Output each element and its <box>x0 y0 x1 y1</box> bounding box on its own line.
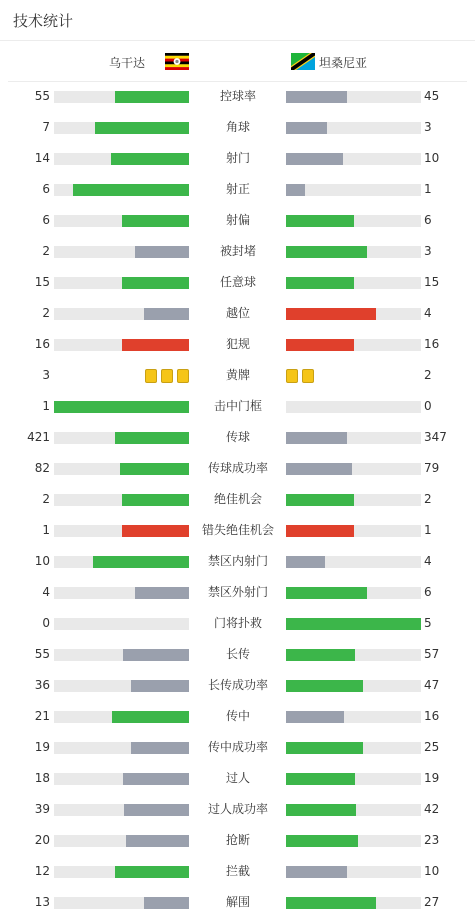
away-stat-value: 10 <box>424 151 440 165</box>
away-stat-bar <box>286 153 421 165</box>
away-stat-bar <box>286 277 421 289</box>
away-stat-bar <box>286 122 421 134</box>
home-stat-value: 7 <box>42 120 50 134</box>
away-stat-bar-fill <box>286 308 376 320</box>
home-stat-value: 14 <box>34 151 50 165</box>
away-stat-bar <box>286 742 421 754</box>
stat-label: 控球率 <box>219 89 256 103</box>
away-stat-bar <box>286 432 421 444</box>
home-stat-value: 16 <box>34 337 50 351</box>
stat-label: 射正 <box>225 182 250 196</box>
away-stat-bar <box>286 804 421 816</box>
stat-label: 拦截 <box>225 864 250 878</box>
home-stat-value: 21 <box>34 709 50 723</box>
stat-row <box>0 267 475 298</box>
home-stat-bar <box>54 711 189 723</box>
away-stat-value: 16 <box>424 709 440 723</box>
away-stat-bar <box>286 556 421 568</box>
away-stat-bar-fill <box>286 556 325 568</box>
stat-label: 错失绝佳机会 <box>201 523 274 537</box>
away-stat-bar-fill <box>286 122 327 134</box>
stat-row <box>0 515 475 546</box>
home-stat-value: 0 <box>42 616 50 630</box>
away-stat-bar-fill <box>286 711 344 723</box>
away-stat-bar-fill <box>286 773 355 785</box>
away-stat-value: 1 <box>424 523 432 537</box>
away-stat-bar <box>286 401 421 413</box>
stat-row <box>0 608 475 639</box>
away-stat-value: 347 <box>424 430 447 444</box>
stat-label: 传球 <box>225 430 250 444</box>
away-stat-bar <box>286 618 421 630</box>
home-stat-bar-fill <box>144 897 189 909</box>
home-stat-value: 4 <box>42 585 50 599</box>
away-stat-value: 15 <box>424 275 440 289</box>
home-stat-value: 55 <box>34 647 50 661</box>
away-stat-bar <box>286 649 421 661</box>
away-stat-bar-fill <box>286 339 354 351</box>
stat-label: 禁区内射门 <box>207 554 268 568</box>
page-title: 技术统计 <box>13 12 74 30</box>
home-stat-value: 18 <box>34 771 50 785</box>
stat-row <box>0 143 475 174</box>
away-stat-bar <box>286 711 421 723</box>
home-stat-bar <box>54 463 189 475</box>
away-stat-value: 57 <box>424 647 440 661</box>
away-stat-bar <box>286 897 421 909</box>
home-stat-bar-fill <box>115 432 189 444</box>
stat-label: 门将扑救 <box>213 616 262 630</box>
stat-row <box>0 763 475 794</box>
stat-row <box>0 732 475 763</box>
home-stat-value: 2 <box>42 492 50 506</box>
home-stat-bar <box>54 773 189 785</box>
home-stat-bar-fill <box>122 339 190 351</box>
away-stat-value: 16 <box>424 337 440 351</box>
stat-row <box>0 453 475 484</box>
home-stat-bar-fill <box>122 494 190 506</box>
away-stat-bar-fill <box>286 184 305 196</box>
away-stat-value: 6 <box>424 213 432 227</box>
stat-row <box>0 391 475 422</box>
uganda-flag-icon <box>165 53 189 70</box>
home-stat-value: 39 <box>34 802 50 816</box>
stat-label: 黄牌 <box>225 368 250 382</box>
stat-row <box>0 360 475 391</box>
home-stat-bar <box>54 401 189 413</box>
yellow-card-icon <box>286 369 298 383</box>
away-stat-bar <box>286 339 421 351</box>
home-stat-value: 12 <box>34 864 50 878</box>
stat-label: 禁区外射门 <box>207 585 268 599</box>
stat-label: 传球成功率 <box>207 461 268 475</box>
home-stat-value: 6 <box>42 213 50 227</box>
tanzania-flag-icon <box>291 53 315 70</box>
away-stat-bar <box>286 308 421 320</box>
home-stat-bar <box>54 277 189 289</box>
home-stat-value: 36 <box>34 678 50 692</box>
away-stat-bar-fill <box>286 804 356 816</box>
home-stat-bar <box>54 835 189 847</box>
away-stat-value: 5 <box>424 616 432 630</box>
stat-label: 解围 <box>225 895 250 909</box>
stat-row <box>0 205 475 236</box>
away-stat-bar-fill <box>286 153 343 165</box>
away-stat-bar-fill <box>286 835 358 847</box>
away-stat-bar-fill <box>286 246 367 258</box>
home-stat-value: 1 <box>42 523 50 537</box>
home-stat-value: 2 <box>42 244 50 258</box>
away-stat-value: 23 <box>424 833 440 847</box>
home-stat-value: 3 <box>42 368 50 382</box>
home-stat-bar-fill <box>123 773 189 785</box>
home-stat-bar <box>54 122 189 134</box>
stat-row <box>0 174 475 205</box>
away-stat-value: 6 <box>424 585 432 599</box>
away-stat-bar-fill <box>286 277 354 289</box>
home-stat-bar <box>54 432 189 444</box>
away-stat-bar-fill <box>286 587 367 599</box>
stat-row <box>0 794 475 825</box>
stat-row <box>0 577 475 608</box>
home-stat-bar-fill <box>122 525 190 537</box>
yellow-card-icon <box>177 369 189 383</box>
stat-row <box>0 484 475 515</box>
home-stat-value: 6 <box>42 182 50 196</box>
away-stat-bar-fill <box>286 494 354 506</box>
away-stat-bar <box>286 525 421 537</box>
away-stat-bar-fill <box>286 432 347 444</box>
away-stat-value: 27 <box>424 895 440 909</box>
stat-label: 任意球 <box>219 275 256 289</box>
home-stat-bar <box>54 494 189 506</box>
away-stat-bar <box>286 680 421 692</box>
away-stat-bar-fill <box>286 897 376 909</box>
away-stat-bar <box>286 91 421 103</box>
home-stat-bar <box>54 91 189 103</box>
home-stat-bar-fill <box>135 246 189 258</box>
stat-row <box>0 887 475 918</box>
home-stat-bar <box>54 184 189 196</box>
stat-row <box>0 670 475 701</box>
stat-label: 长传 <box>225 647 250 661</box>
stat-row <box>0 546 475 577</box>
home-stat-bar <box>54 215 189 227</box>
home-stat-bar <box>54 587 189 599</box>
home-stat-bar <box>54 339 189 351</box>
stat-label: 抢断 <box>225 833 250 847</box>
away-stat-value: 0 <box>424 399 432 413</box>
away-stat-value: 3 <box>424 244 432 258</box>
home-stat-bar <box>54 153 189 165</box>
away-stat-value: 2 <box>424 368 432 382</box>
home-stat-bar-fill <box>122 215 190 227</box>
away-stat-value: 1 <box>424 182 432 196</box>
yellow-card-icon <box>145 369 157 383</box>
page-header <box>0 0 475 41</box>
stat-label: 被封堵 <box>219 244 256 258</box>
stat-row <box>0 856 475 887</box>
stat-label: 长传成功率 <box>207 678 268 692</box>
team-header <box>8 41 467 82</box>
stat-label: 绝佳机会 <box>213 492 262 506</box>
away-stat-value: 25 <box>424 740 440 754</box>
stat-label: 角球 <box>225 120 250 134</box>
away-stat-value: 4 <box>424 306 432 320</box>
home-stat-bar-fill <box>124 804 189 816</box>
home-stat-bar <box>54 246 189 258</box>
away-stat-value: 42 <box>424 802 440 816</box>
away-stat-bar <box>286 587 421 599</box>
home-stat-bar-fill <box>95 122 190 134</box>
yellow-card-icon <box>161 369 173 383</box>
stat-row <box>0 825 475 856</box>
home-stat-bar-fill <box>115 866 189 878</box>
away-stat-value: 10 <box>424 864 440 878</box>
home-stat-value: 10 <box>34 554 50 568</box>
away-stat-bar-fill <box>286 215 354 227</box>
away-team-name: 坦桑尼亚 <box>319 56 368 70</box>
stats-list <box>0 81 475 918</box>
stat-row <box>0 701 475 732</box>
home-stat-bar <box>54 680 189 692</box>
stat-row <box>0 81 475 112</box>
home-stat-bar-fill <box>112 711 189 723</box>
stat-label: 越位 <box>225 306 250 320</box>
away-stat-bar-fill <box>286 618 421 630</box>
yellow-card-icon <box>302 369 314 383</box>
away-stat-value: 47 <box>424 678 440 692</box>
away-stat-bar <box>286 494 421 506</box>
away-stat-bar <box>286 184 421 196</box>
away-stat-bar-fill <box>286 866 347 878</box>
away-stat-value: 4 <box>424 554 432 568</box>
home-stat-bar-fill <box>93 556 189 568</box>
stat-label: 传中 <box>225 709 250 723</box>
away-stat-bar <box>286 773 421 785</box>
away-yellow-cards <box>286 369 318 383</box>
away-stat-value: 2 <box>424 492 432 506</box>
home-stat-bar <box>54 866 189 878</box>
stat-row <box>0 329 475 360</box>
stat-label: 传中成功率 <box>207 740 268 754</box>
home-stat-bar <box>54 308 189 320</box>
home-stat-bar-fill <box>73 184 189 196</box>
home-stat-bar-fill <box>126 835 189 847</box>
home-stat-bar-fill <box>131 680 189 692</box>
away-stat-value: 3 <box>424 120 432 134</box>
home-stat-bar-fill <box>120 463 189 475</box>
stat-row <box>0 298 475 329</box>
away-stat-bar-fill <box>286 649 355 661</box>
stat-label: 射偏 <box>225 213 250 227</box>
away-stat-value: 19 <box>424 771 440 785</box>
home-stat-bar-fill <box>122 277 190 289</box>
home-yellow-cards <box>141 369 189 383</box>
stat-label: 过人 <box>225 771 250 785</box>
home-team-name: 乌干达 <box>108 56 145 70</box>
away-stat-bar <box>286 835 421 847</box>
home-stat-bar-fill <box>115 91 189 103</box>
home-stat-value: 55 <box>34 89 50 103</box>
home-stat-value: 1 <box>42 399 50 413</box>
away-stat-bar-fill <box>286 463 352 475</box>
away-stat-value: 45 <box>424 89 440 103</box>
home-stat-bar-fill <box>131 742 189 754</box>
home-stat-bar-fill <box>123 649 189 661</box>
home-stat-value: 82 <box>34 461 50 475</box>
home-stat-bar <box>54 897 189 909</box>
stat-label: 射门 <box>225 151 250 165</box>
away-stat-bar-fill <box>286 680 363 692</box>
home-stat-bar-fill <box>54 401 189 413</box>
stat-row <box>0 112 475 143</box>
home-stat-bar <box>54 804 189 816</box>
home-stat-value: 19 <box>34 740 50 754</box>
away-stat-bar-fill <box>286 742 363 754</box>
home-stat-bar-fill <box>111 153 189 165</box>
away-stat-bar <box>286 463 421 475</box>
away-stat-bar <box>286 866 421 878</box>
stat-row <box>0 422 475 453</box>
home-stat-bar <box>54 742 189 754</box>
away-stat-bar-fill <box>286 525 354 537</box>
away-stat-bar <box>286 215 421 227</box>
home-stat-bar <box>54 618 189 630</box>
stat-label: 犯规 <box>225 337 250 351</box>
away-stat-value: 79 <box>424 461 440 475</box>
stat-row <box>0 236 475 267</box>
home-stat-bar-fill <box>135 587 189 599</box>
stat-label: 过人成功率 <box>207 802 268 816</box>
stat-row <box>0 639 475 670</box>
home-stat-value: 15 <box>34 275 50 289</box>
home-stat-bar <box>54 556 189 568</box>
home-stat-bar <box>54 649 189 661</box>
home-stat-value: 2 <box>42 306 50 320</box>
home-stat-value: 13 <box>34 895 50 909</box>
away-stat-bar-fill <box>286 91 347 103</box>
home-stat-bar-fill <box>144 308 189 320</box>
home-stat-bar <box>54 525 189 537</box>
home-stat-value: 20 <box>34 833 50 847</box>
away-stat-bar <box>286 246 421 258</box>
home-stat-value: 421 <box>27 430 50 444</box>
stat-label: 击中门框 <box>213 399 262 413</box>
